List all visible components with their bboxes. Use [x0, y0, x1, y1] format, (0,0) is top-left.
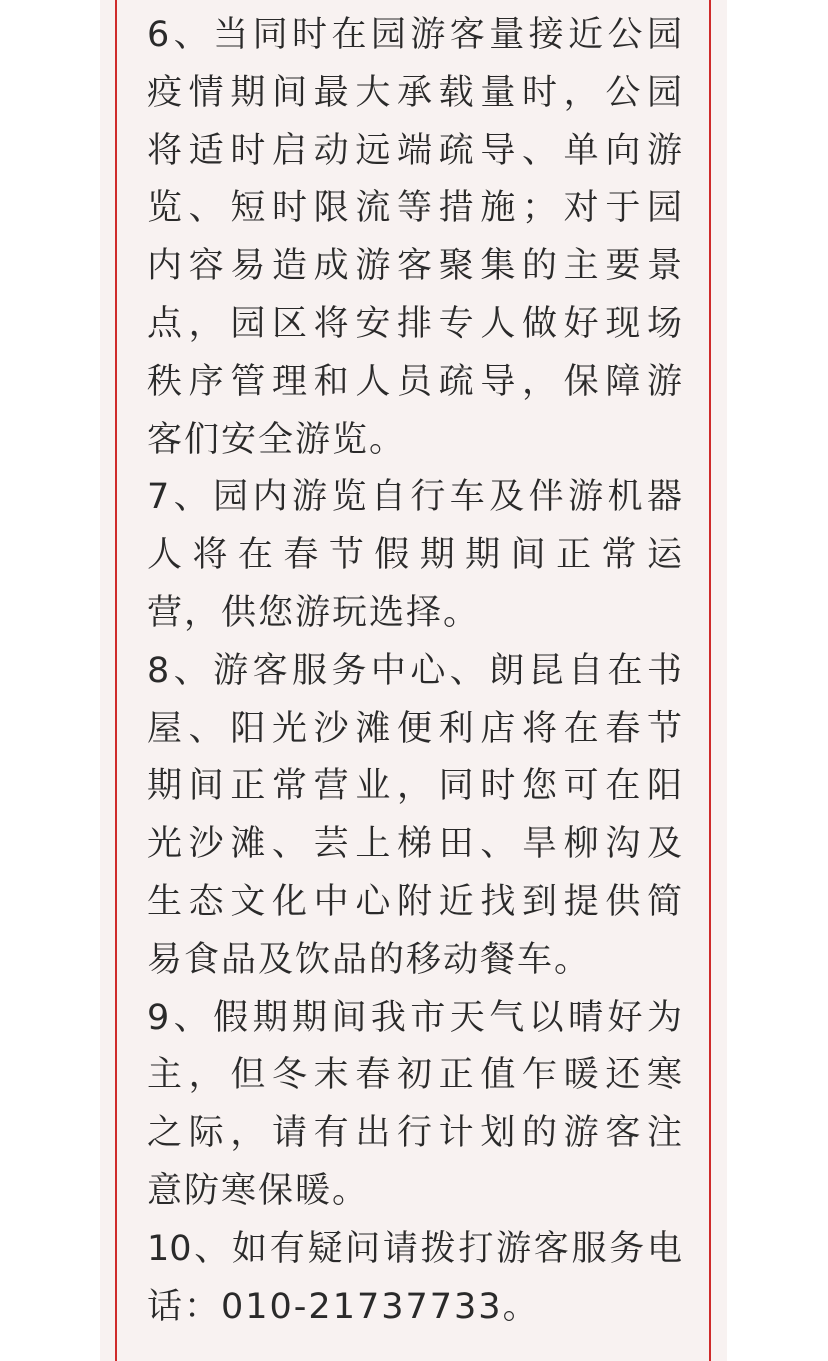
- notice-line: 易食品及饮品的移动餐车。: [147, 939, 592, 980]
- notice-line: 览、短时限流等措施；对于园: [147, 188, 682, 229]
- notice-item-6: [147, 7, 682, 469]
- notice-item-10: [147, 1221, 682, 1337]
- notice-line: 9、假期期间我市天气以晴好为: [147, 997, 682, 1038]
- notice-line: 话：010-21737733。: [147, 1286, 540, 1327]
- notice-item-8: [147, 643, 682, 990]
- notice-line: 将适时启动远端疏导、单向游: [147, 130, 682, 171]
- notice-line: 10、如有疑问请拨打游客服务电: [147, 1228, 682, 1269]
- notice-line: 生态文化中心附近找到提供简: [147, 881, 682, 922]
- notice-line: 7、园内游览自行车及伴游机器: [147, 477, 682, 518]
- notice-item-9: [147, 990, 682, 1221]
- notice-line: 意防寒保暖。: [147, 1170, 370, 1211]
- notice-line: 点，园区将安排专人做好现场: [147, 303, 682, 344]
- notice-line: 屋、阳光沙滩便利店将在春节: [147, 708, 682, 749]
- notice-line: 8、游客服务中心、朗昆自在书: [147, 650, 682, 691]
- notice-line: 客们安全游览。: [147, 419, 407, 460]
- notice-line: 期间正常营业，同时您可在阳: [147, 766, 682, 807]
- notice-line: 疫情期间最大承载量时，公园: [147, 72, 682, 113]
- notice-line: 内容易造成游客聚集的主要景: [147, 246, 682, 287]
- notice-line: 6、当同时在园游客量接近公园: [147, 15, 682, 55]
- notice-line: 主，但冬末春初正值乍暖还寒: [147, 1055, 682, 1096]
- notice-line: 光沙滩、芸上梯田、旱柳沟及: [147, 824, 682, 865]
- notice-line: 人将在春节假期期间正常运: [147, 535, 682, 576]
- notice-line: 营，供您游玩选择。: [147, 592, 481, 633]
- notice-line: 秩序管理和人员疏导，保障游: [147, 361, 682, 402]
- notice-line: 之际，请有出行计划的游客注: [147, 1113, 682, 1154]
- notice-item-7: [147, 469, 682, 642]
- notice-list: [147, 7, 682, 1336]
